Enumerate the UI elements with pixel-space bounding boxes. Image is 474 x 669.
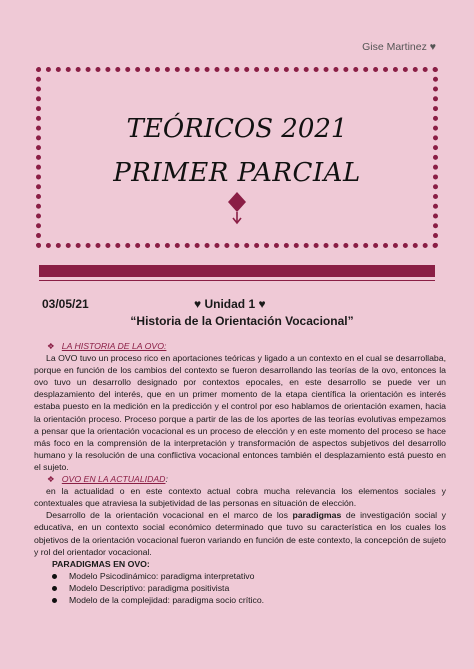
document-body	[34, 340, 446, 606]
bullet-dot-icon	[52, 586, 57, 591]
divider-bar	[39, 265, 435, 277]
paragraph-text: Desarrollo de la orientación vocacional en el marco de los	[46, 510, 293, 521]
paragraph-paradigmas	[34, 509, 446, 557]
unit-label: ♥ Unidad 1 ♥	[194, 297, 266, 311]
section-heading-text: OVO EN LA ACTUALIDAD	[61, 474, 166, 485]
diamond-ornament-icon	[225, 190, 249, 226]
diamond-bullet-icon: ❖	[47, 341, 55, 351]
section-heading-actualidad	[47, 473, 446, 485]
list-item	[52, 570, 446, 582]
page-title: TEÓRICOS 2021	[126, 114, 348, 144]
section-heading-historia	[47, 340, 446, 352]
diamond-bullet-icon: ❖	[47, 474, 55, 485]
heading-colon: :	[165, 474, 168, 485]
topic-title: “Historia de la Orientación Vocacional”	[130, 314, 354, 328]
bullet-dot-icon	[52, 598, 57, 603]
date: 03/05/21	[42, 297, 89, 311]
paragraph-actualidad: en la actualidad o en este contexto actual cobra mucha relevancia los elementos sociales y contextuales que atraviesa la subjetividad de las personas en situación de elección.	[34, 486, 446, 509]
bullet-dot-icon	[52, 574, 57, 579]
list-item-text: Modelo de la complejidad: paradigma socio crítico.	[69, 594, 265, 605]
list-item	[52, 594, 446, 606]
page-subtitle: PRIMER PARCIAL	[113, 158, 361, 188]
title-box	[36, 67, 438, 248]
bold-term: paradigmas	[292, 510, 342, 521]
list-item	[52, 582, 446, 594]
paradigms-heading: PARADIGMAS EN OVO:	[52, 558, 150, 569]
paragraph-historia: La OVO tuvo un proceso rico en aportaciones teóricas y ligado a un contexto en el cual se desarrollaba, porque en función de los cambios del contexto se fueron desarrollando las teorías de la ovo, entonces la ovo tuvo un desarrollo designado por contextos epocales, en este desarrollo se puede ver un desplazamiento del interés, que en un primer momento de la etapa científica la orientación es interés estaba puesto en la medición en la predicción y el control por eso hablamos de orientación examen, hacia la orientación proceso. Proceso porque a partir de las de los aportes de las teorías evolutivas empezamos a pensar que la orientación vocacional es un proceso de elección y en este momento del proceso se hace más foco en la comprensión de la interpretación y transformación de aspectos subjetivos del desarrollo humano y la resolución de una conflictiva vocacional entonces también el desplazamiento está puesto en el sujeto.	[34, 353, 446, 472]
list-item-text: Modelo Descriptivo: paradigma positivista	[69, 582, 230, 593]
author-name: Gise Martinez ♥	[362, 41, 436, 53]
paradigms-list	[52, 570, 446, 606]
section-heading-text: LA HISTORIA DE LA OVO:	[61, 341, 167, 351]
list-item-text: Modelo Psicodinámico: paradigma interpretativo	[69, 570, 255, 581]
paragraph-text: de investigación social y educativa, en un contexto social económico determinado que tuvo su característica en los cuales los objetivos de la orientación vocacional fueron variando en función de este contexto, la concepción de sujeto y rol del orientador vocacional.	[34, 510, 446, 557]
divider-line	[39, 280, 435, 281]
